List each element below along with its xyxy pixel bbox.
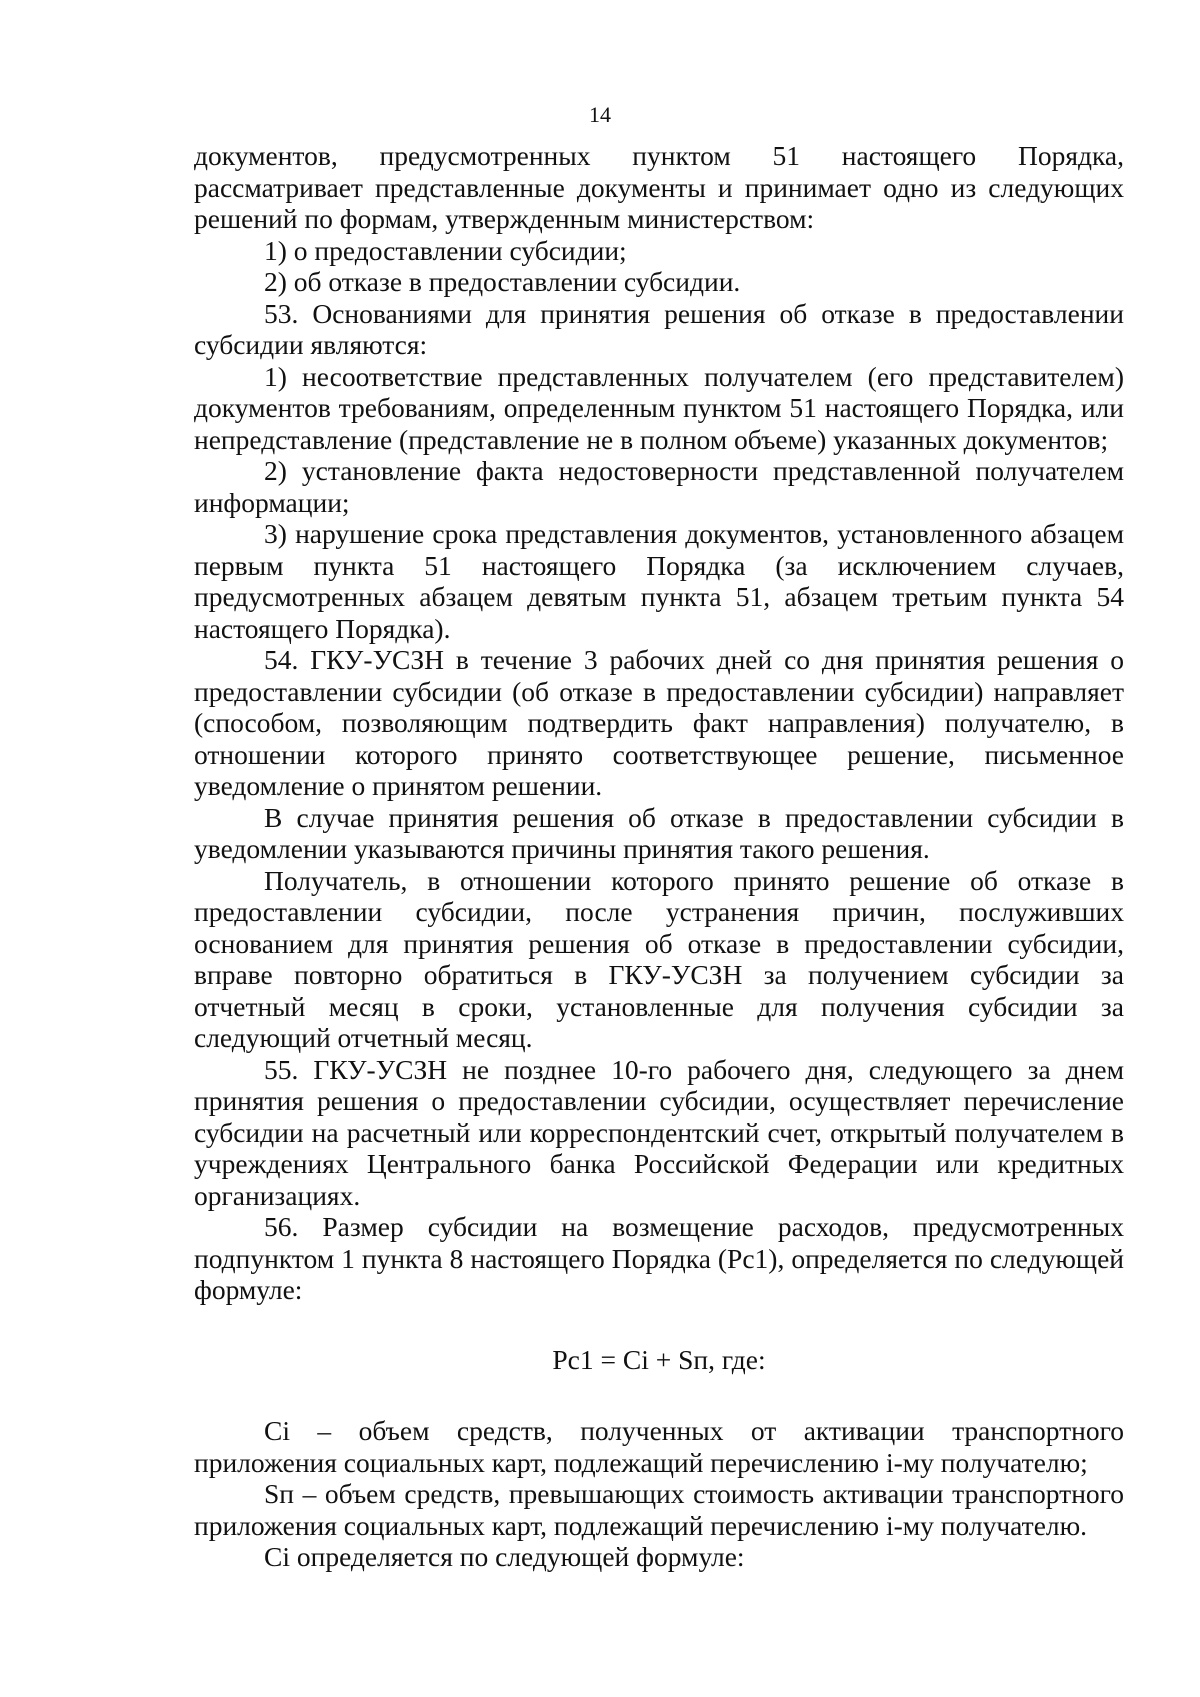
- formula: Рс1 = Сi + Sп, где:: [552, 1343, 766, 1375]
- list-item: 3) нарушение срока представления документов, установленного абзацем первым пункта 51 настоящего Порядка (за исключением случаев, предусмотренных абзацем девятым пункта 51, абзацем третьим пункта 54 настоящего Порядка).: [194, 518, 1124, 644]
- list-item: 2) установление факта недостоверности представленной получателем информации;: [194, 455, 1124, 518]
- page-number: 14: [589, 102, 611, 127]
- paragraph: В случае принятия решения об отказе в предоставлении субсидии в уведомлении указываются причины принятия такого решения.: [194, 801, 1124, 864]
- clause-54: 54. ГКУ-УСЗН в течение 3 рабочих дней со дня принятия решения о предоставлении субсидии (об отказе в предоставлении субсидии) направляет (способом, позволяющим подтвердить факт направления) получателю, в отношении которого принято соответствующее решение, письменное уведомление о принятом решении.: [194, 644, 1124, 801]
- definition-sp: Sп – объем средств, превышающих стоимость активации транспортного приложения социальных карт, подлежащий перечислению i-му получателю.: [194, 1478, 1124, 1541]
- paragraph: Получатель, в отношении которого принято решение об отказе в предоставлении субсидии, после устранения причин, послуживших основанием для принятия решения об отказе в предоставлении субсидии, вправе повторно обратиться в ГКУ-УСЗН за получением субсидии за отчетный месяц в сроки, установленные для получения субсидии за следующий отчетный месяц.: [194, 864, 1124, 1053]
- paragraph: Сi определяется по следующей формуле:: [264, 1541, 745, 1572]
- clause-55: 55. ГКУ-УСЗН не позднее 10-го рабочего дня, следующего за днем принятия решения о предоставлении субсидии, осуществляет перечисление субсидии на расчетный или корреспондентский счет, открытый получателем в учреждениях Центрального банка Российской Федерации или кредитных организациях.: [194, 1053, 1124, 1211]
- document-body: [194, 140, 1124, 1573]
- clause-53: 53. Основаниями для принятия решения об отказе в предоставлении субсидии являются:: [194, 297, 1124, 360]
- clause-56: 56. Размер субсидии на возмещение расходов, предусмотренных подпунктом 1 пункта 8 настоящего Порядка (Рс1), определяется по следующей формуле:: [194, 1211, 1124, 1305]
- paragraph: документов, предусмотренных пунктом 51 настоящего Порядка, рассматривает представленные документы и принимает одно из следующих решений по формам, утвержденным министерством:: [194, 140, 1124, 234]
- definition-ci: Сi – объем средств, полученных от активации транспортного приложения социальных карт, подлежащий перечислению i-му получателю;: [194, 1415, 1124, 1478]
- list-item: 1) несоответствие представленных получателем (его представителем) документов требованиям, определенным пунктом 51 настоящего Порядка, или непредставление (представление не в полном объеме) указанных документов;: [194, 360, 1124, 455]
- list-item: 2) об отказе в предоставлении субсидии.: [264, 266, 741, 297]
- list-item: 1) о предоставлении субсидии;: [264, 234, 627, 266]
